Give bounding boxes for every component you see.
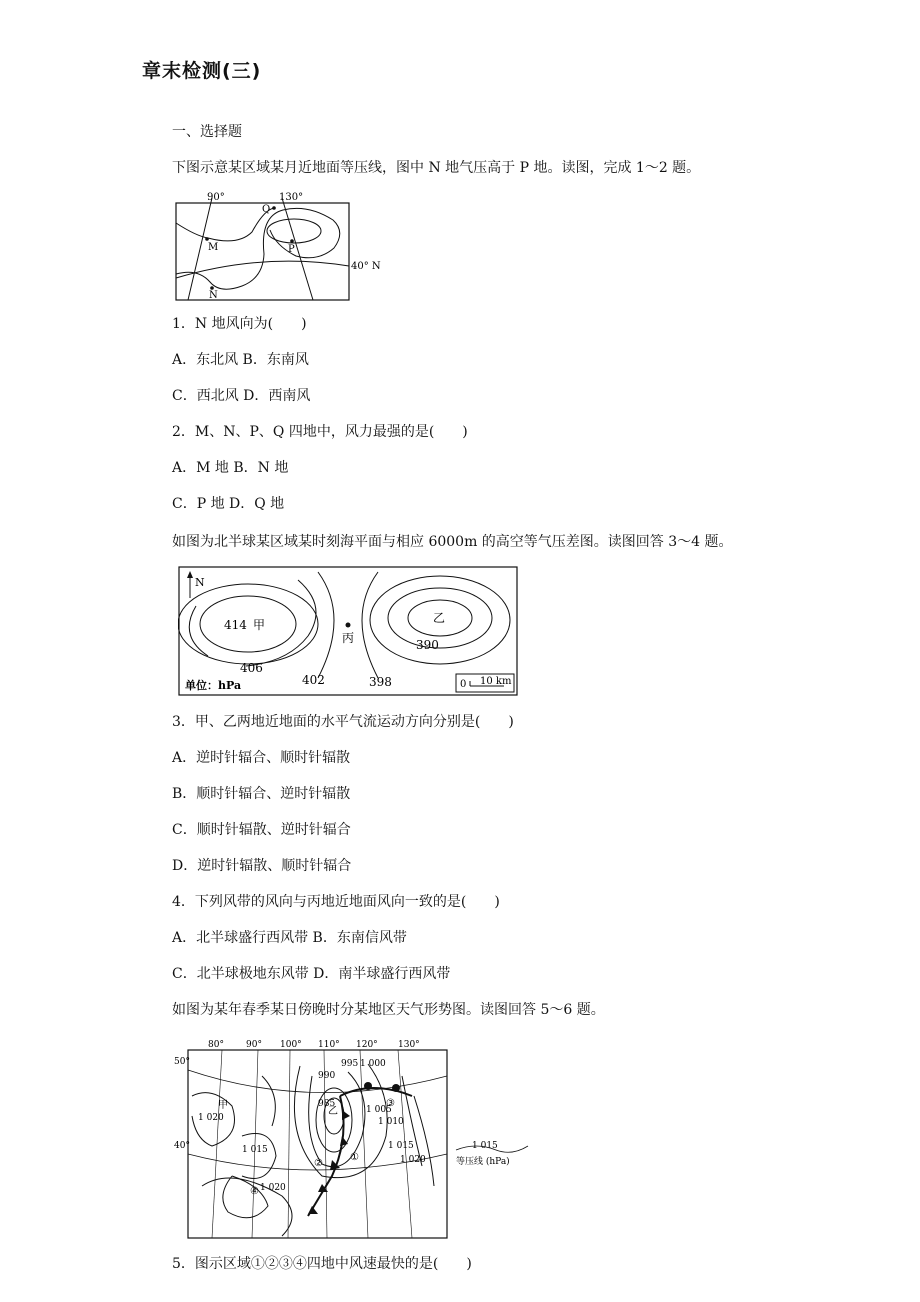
lon-90-label: 90° (207, 192, 225, 203)
scale-0: 0 (460, 679, 467, 690)
lon-80: 80° (208, 1040, 224, 1050)
isobar-990: 990 (318, 1071, 336, 1081)
legend-value: 1 015 (472, 1141, 498, 1151)
q2-stem: 2．M、N、P、Q 四地中，风力最强的是( ) (172, 424, 468, 440)
section-heading: 一、选择题 (172, 124, 242, 140)
weather-map (172, 1036, 532, 1242)
intro-2: 如图为北半球某区域某时刻海平面与相应 6000m 的高空等气压差图。读图回答 3～4 题。 (172, 534, 733, 550)
point-p (290, 239, 294, 243)
q3-option-c: C．顺时针辐散、逆时针辐合 (172, 822, 351, 838)
lon-90: 90° (246, 1040, 262, 1050)
q4-stem: 4．下列风带的风向与丙地近地面风向一致的是( ) (172, 894, 500, 910)
p-label: P (288, 244, 295, 255)
isobar-1000: 1 000 (360, 1059, 386, 1069)
value-390: 390 (416, 638, 439, 652)
isobar-map-1 (168, 186, 388, 306)
legend-label: 等压线 (hPa) (456, 1157, 510, 1167)
isobar-1010: 1 010 (378, 1117, 404, 1127)
jia-label: 甲 (218, 1100, 228, 1111)
intro-1: 下图示意某区域某月近地面等压线，图中 N 地气压高于 P 地。读图，完成 1～2 题。 (172, 160, 701, 176)
q4-options-ab: A．北半球盛行西风带 B．东南信风带 (172, 930, 407, 946)
isobar-1015-right: 1 015 (388, 1141, 414, 1151)
q1-options-ab: A．东北风 B．东南风 (172, 352, 309, 368)
page-title: 章末检测(三) (142, 60, 262, 82)
lon-130: 130° (398, 1040, 420, 1050)
point-1-label: ① (350, 1152, 359, 1163)
q1-stem: 1．N 地风向为( ) (172, 316, 307, 332)
value-398: 398 (369, 675, 392, 689)
q1-options-cd: C．西北风 D．西南风 (172, 388, 311, 404)
q3-option-a: A．逆时针辐合、顺时针辐散 (172, 750, 351, 766)
q4-options-cd: C．北半球极地东风带 D．南半球盛行西风带 (172, 966, 451, 982)
scale-10km: 10 km (480, 676, 512, 687)
isobar-1005: 1 005 (366, 1105, 392, 1115)
point-m (205, 237, 209, 241)
north-label: N (195, 576, 205, 589)
intro-3: 如图为某年春季某日傍晚时分某地区天气形势图。读图回答 5～6 题。 (172, 1002, 605, 1018)
q2-options-ab: A．M 地 B．N 地 (172, 460, 289, 476)
point-4-label: ④ (250, 1186, 259, 1197)
q3-option-b: B．顺时针辐合、逆时针辐散 (172, 786, 351, 802)
q-label: Q (262, 204, 271, 215)
value-406: 406 (240, 661, 263, 675)
lat-40-label: 40° N (351, 261, 381, 272)
lat-50: 50° (174, 1057, 190, 1067)
value-402: 402 (302, 673, 325, 687)
point-q (272, 206, 276, 210)
point-3-label: ③ (386, 1098, 395, 1109)
isobar-985: 985 (318, 1099, 336, 1109)
q3-option-d: D．逆时针辐散、顺时针辐合 (172, 858, 352, 874)
isobar-1015-left: 1 015 (242, 1145, 268, 1155)
isobar-1020-left: 1 020 (198, 1113, 224, 1123)
m-label: M (208, 242, 219, 253)
yi-label: 乙 (433, 611, 446, 625)
bing-label: 丙 (342, 631, 355, 645)
isobar-1020-bottom: 1 020 (260, 1183, 286, 1193)
yi-label: 乙 (328, 1106, 338, 1117)
unit-label: 单位：hPa (185, 679, 242, 692)
lon-130-label: 130° (279, 192, 304, 203)
q3-stem: 3．甲、乙两地近地面的水平气流运动方向分别是( ) (172, 714, 514, 730)
isobar-995: 995 (341, 1059, 359, 1069)
jia-label: 甲 (253, 618, 266, 632)
point-2-label: ② (314, 1158, 323, 1169)
q2-options-cd: C．P 地 D．Q 地 (172, 496, 285, 512)
lon-120: 120° (356, 1040, 378, 1050)
q5-stem: 5．图示区域①②③④四地中风速最快的是( ) (172, 1256, 472, 1272)
pressure-diff-map (178, 566, 520, 698)
n-label: N (209, 290, 218, 301)
lon-110: 110° (318, 1040, 340, 1050)
lat-40: 40° (174, 1141, 190, 1151)
value-414: 414 (224, 618, 247, 632)
lon-100: 100° (280, 1040, 302, 1050)
isobar-1020-right: 1 020 (400, 1155, 426, 1165)
bing-point (346, 623, 351, 628)
